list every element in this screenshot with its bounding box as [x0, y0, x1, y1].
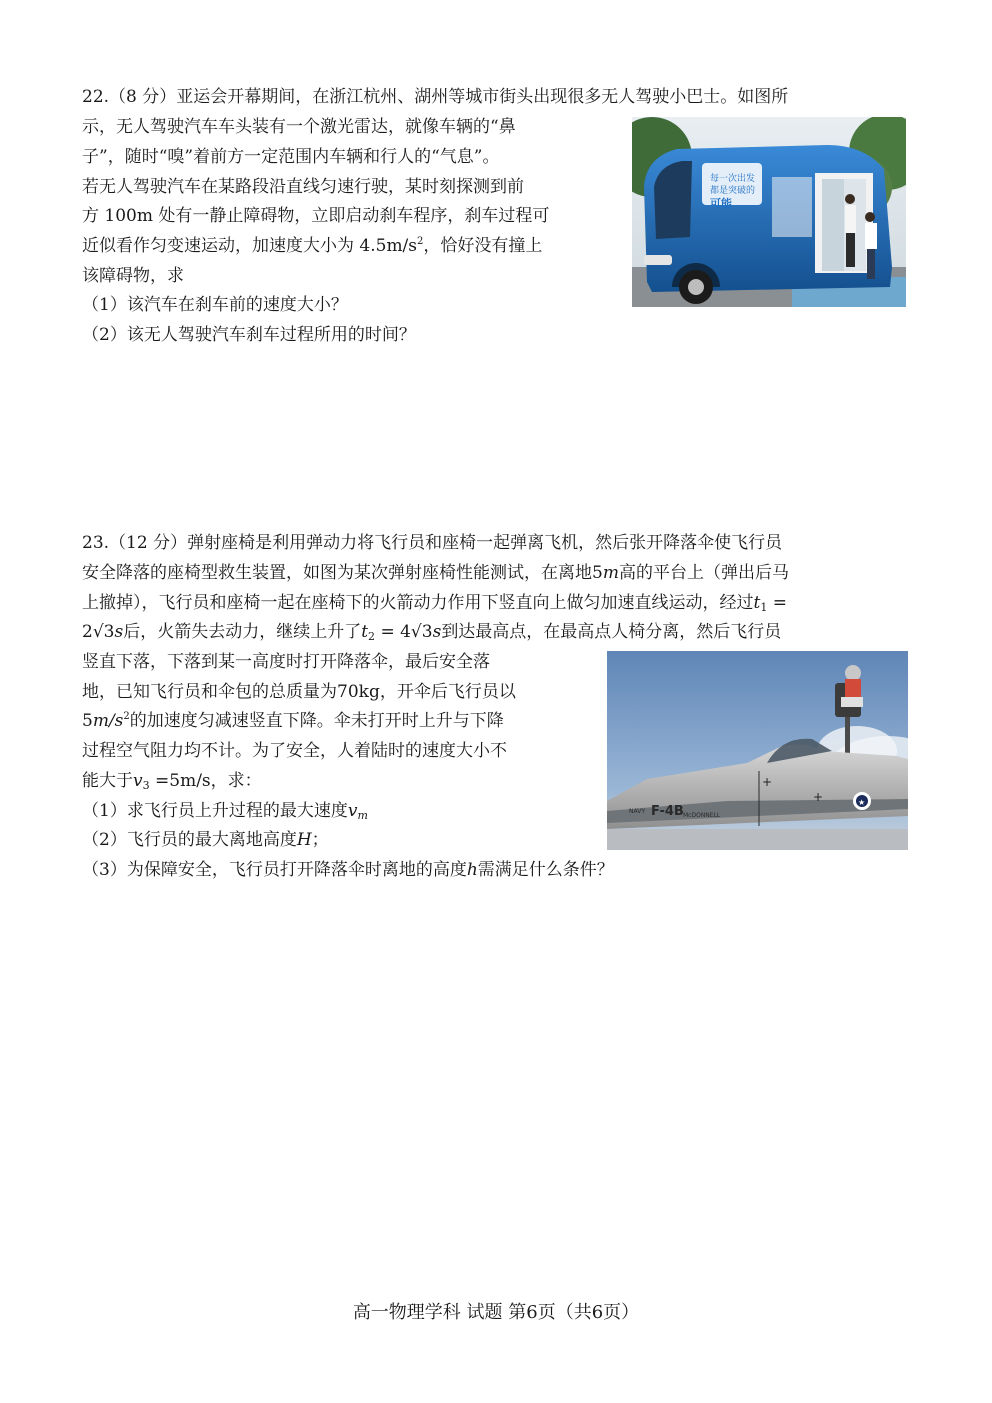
q22-line-5: 方 100m 处有一静止障碍物，立即启动刹车程序，刹车过程可: [82, 206, 550, 226]
bus-slogan-line-2: 都是突破的: [710, 186, 756, 196]
q22-line-3: 子”，随时“嗅”着前方一定范围内车辆和行人的“气息”。: [82, 147, 500, 167]
bus-slogan-line-3: 可能: [710, 197, 732, 210]
q23-line-4: 2√3s后，火箭失去动力，继续上升了$t_2 = 4√3s$到达最高点，在最高点人椅分离，然后飞行员: [82, 622, 782, 643]
bus-illustration: [632, 117, 906, 307]
q23-subquestion-3: （3）为保障安全，飞行员打开降落伞时离地的高度h需满足什么条件？: [82, 860, 614, 880]
q23-line-1: 23.（12 分）弹射座椅是利用弹动力将飞行员和座椅一起弹离飞机，然后张开降落伞使飞行员: [82, 533, 783, 553]
ejection-seat-photo: [607, 651, 908, 850]
svg-text:★: ★: [858, 798, 866, 807]
q22-line-1: 22.（8 分）亚运会开幕期间，在浙江杭州、湖州等城市街头出现很多无人驾驶小巴士。如图所: [82, 87, 789, 107]
plane-model-label: F-4B: [651, 804, 684, 819]
q22-line-4: 若无人驾驶汽车在某路段沿直线匀速行驶，某时刻探测到前: [82, 177, 524, 197]
bus-photo: [632, 117, 906, 307]
bus-slogan-line-1: 每一次出发: [710, 174, 756, 184]
plane-navy-label: NAVY: [629, 808, 645, 815]
q23-line-9: 能大于$v_3 =5m/s$，求：: [82, 771, 262, 792]
q22-subquestion-1: （1）该汽车在刹车前的速度大小？: [82, 295, 348, 315]
q23-line-7: $5m/s^2$的加速度匀减速竖直下降。伞未打开时上升与下降: [82, 711, 504, 731]
q23-line-5: 竖直下落，下落到某一高度时打开降落伞，最后安全落: [82, 652, 490, 672]
page-footer: 高一物理学科 试题 第6页（共6页）: [352, 1302, 640, 1323]
q22-line-6: 近似看作匀变速运动，加速度大小为 $4.5m/s^2$，恰好没有撞上: [82, 236, 543, 256]
q22-subquestion-2: （2）该无人驾驶汽车刹车过程所用的时间？: [82, 325, 416, 345]
q23-line-6: 地，已知飞行员和伞包的总质量为70kg，开伞后飞行员以: [82, 682, 516, 702]
ejection-seat-illustration: [607, 651, 908, 850]
q23-subquestion-1: （1）求飞行员上升过程的最大速度$v_m$: [82, 801, 368, 822]
plane-maker-label: McDONNELL: [683, 812, 721, 819]
q23-line-2: 安全降落的座椅型救生装置，如图为某次弹射座椅性能测试，在离地5m高的平台上（弹出后马: [82, 563, 789, 583]
q23-line-3: 上撤掉），飞行员和座椅一起在座椅下的火箭动力作用下竖直向上做匀加速直线运动，经过$t_1$ =: [82, 593, 787, 614]
q23-subquestion-2: （2）飞行员的最大离地高度H；: [82, 830, 329, 850]
q22-line-7: 该障碍物，求: [82, 266, 184, 286]
q23-line-8: 过程空气阻力均不计。为了安全，人着陆时的速度大小不: [82, 741, 507, 761]
q22-line-2: 示，无人驾驶汽车车头装有一个激光雷达，就像车辆的“鼻: [82, 117, 516, 137]
svg-text:+: +: [762, 775, 773, 789]
svg-text:+: +: [813, 790, 824, 804]
